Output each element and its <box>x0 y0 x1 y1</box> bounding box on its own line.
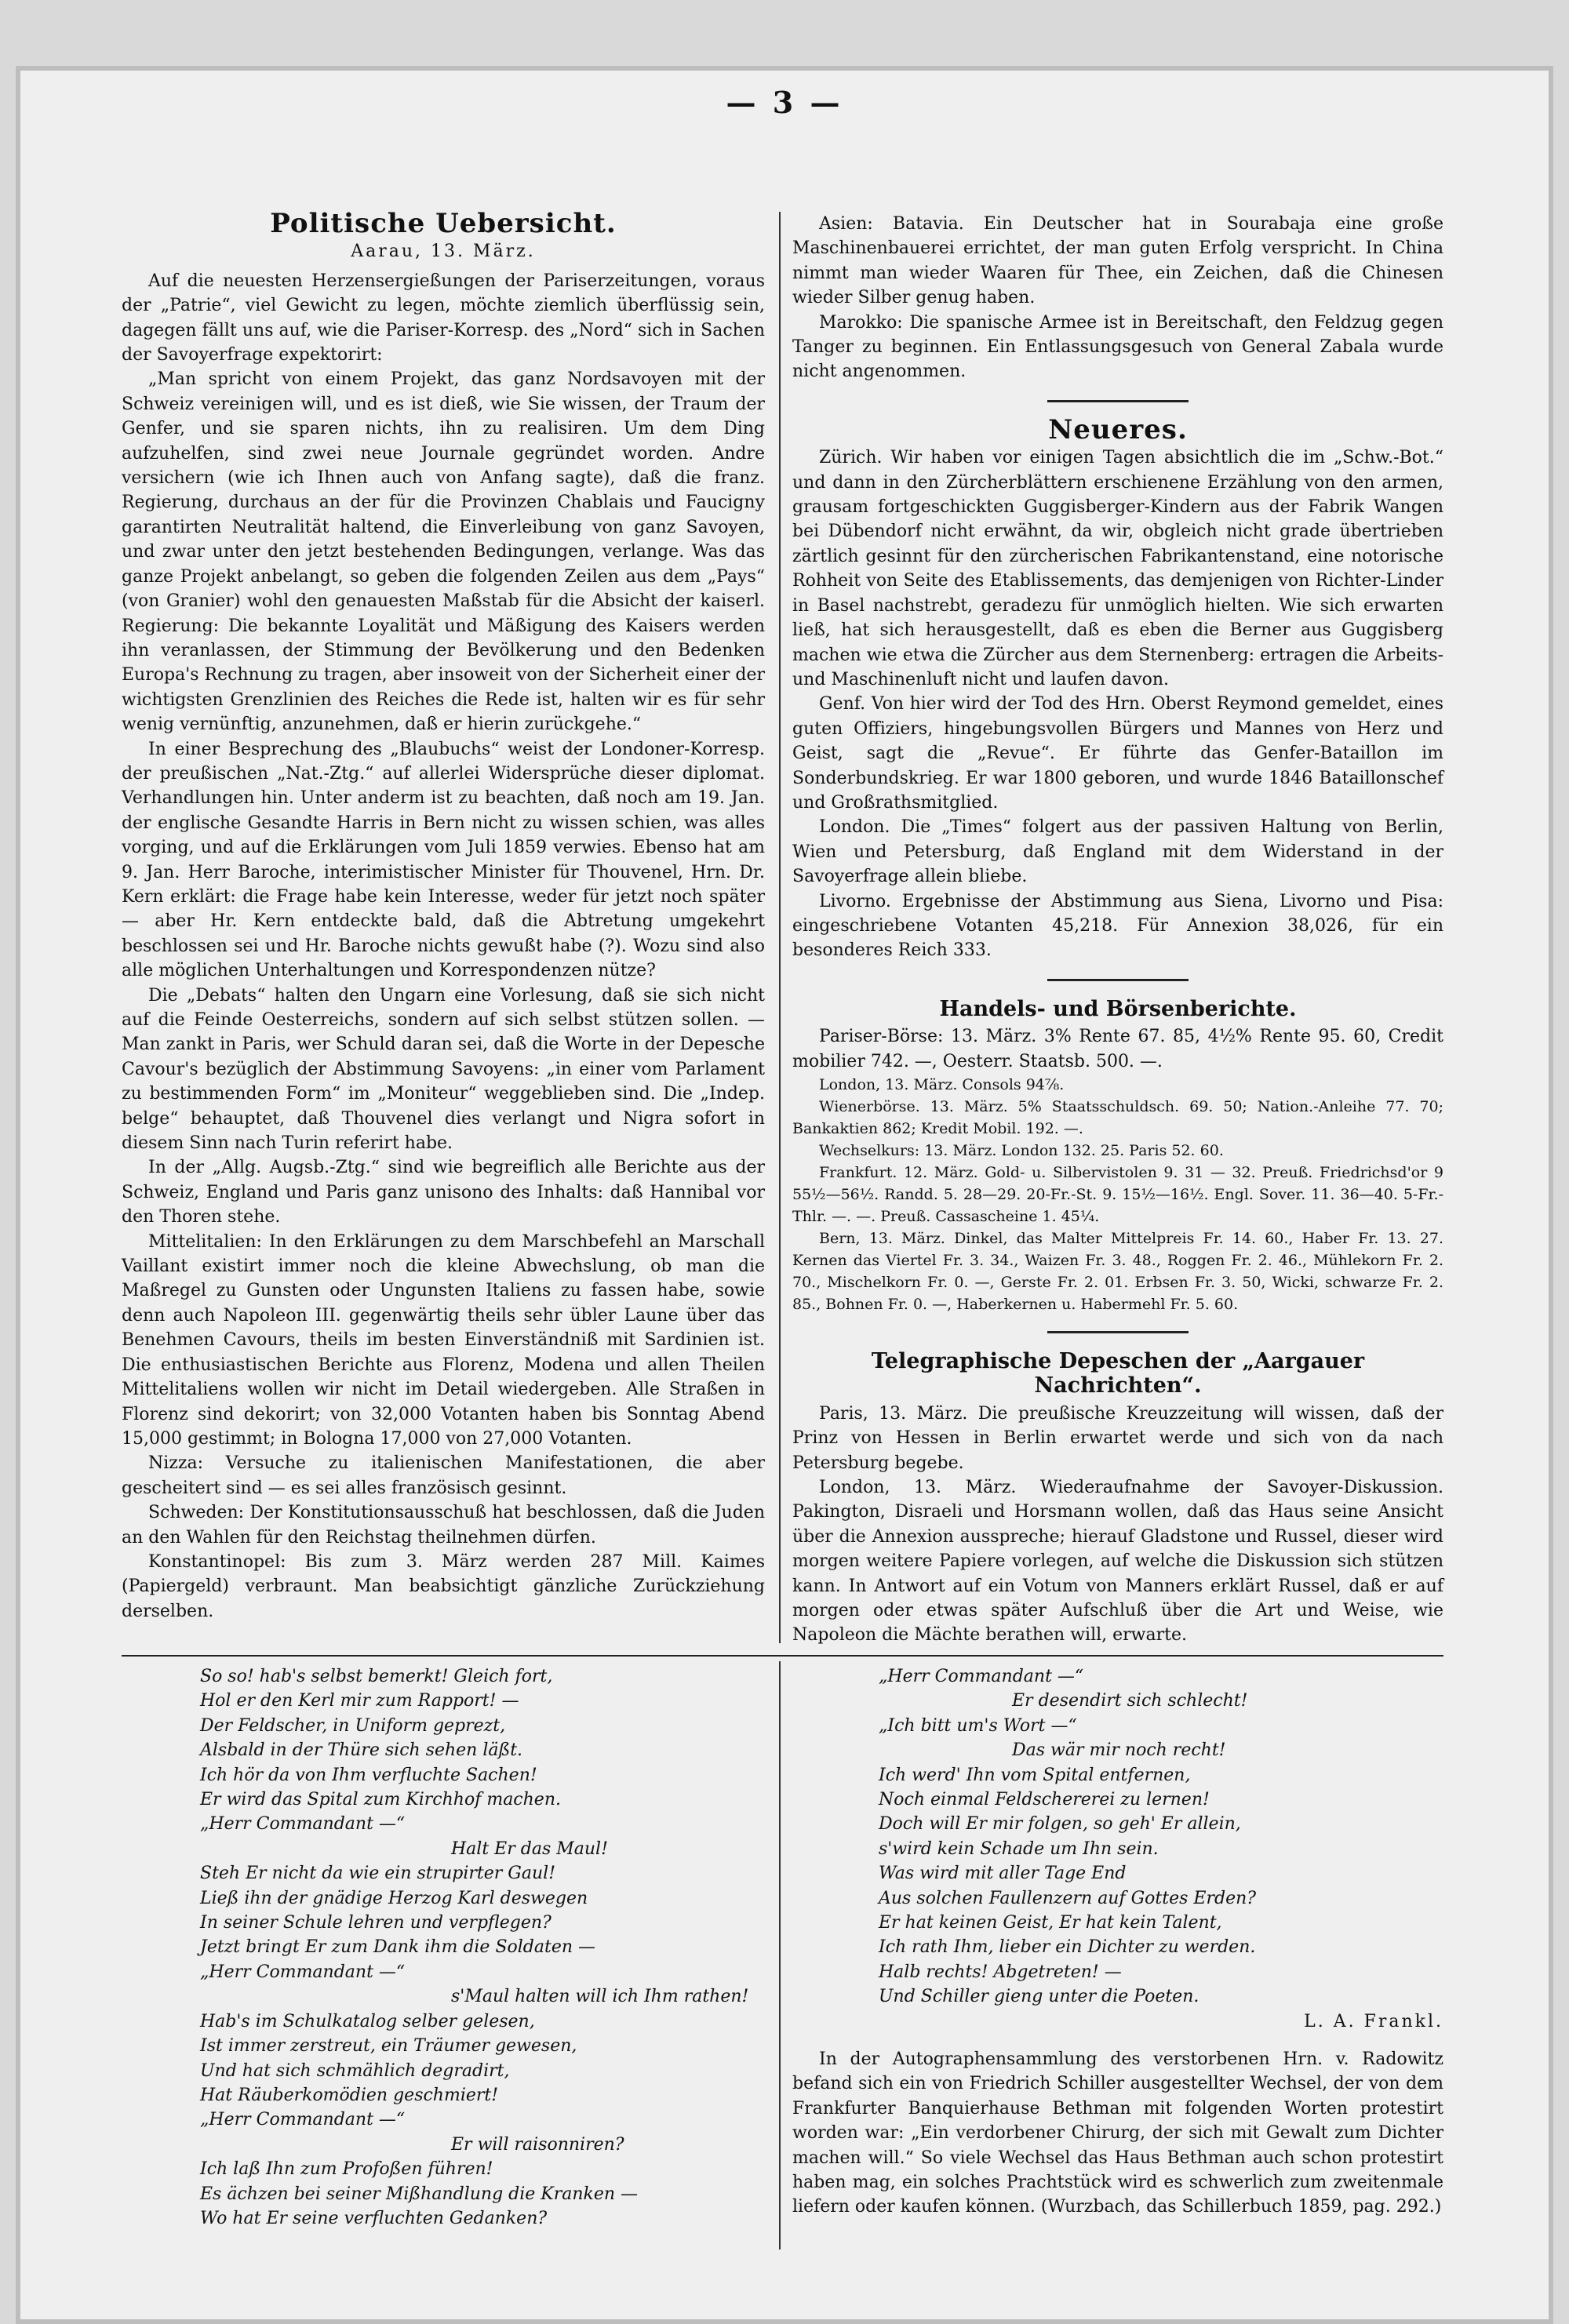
paragraph: „Man spricht von einem Projekt, das ganz Nordsavoyen mit der Schweiz vereinigen will, und es ist dieß, wie Sie wissen, der Traum der Genfer, und sie sparen nichts, ihn zu realisiren. Um dem Ding aufzuhelfen, sind zwei neue Journale gegründet worden. Andre versichern (wie ich Ihnen auch von Anfang sagte), daß die franz. Regierung, durchaus an der für die Provinzen Chablais und Faucigny garantirten Neutralität haltend, die Einverleibung von ganz Savoyen, und zwar unter den jetzt bestehenden Bedingungen, verlange. Was das ganze Projekt anbelangt, so geben die folgenden Zeilen aus dem „Pays“ (von Granier) wohl den genauesten Maßstab für die Absicht der kaiserl. Regierung: Die bekannte Loyalität und Mäßigung des Kaisers werden ihn veranlassen, der Stimmung der Bevölkerung und den Bedenken Europa's Rechnung zu tragen, aber insoweit von der Sicherheit einer der wichtigsten Grenzlinien des Reiches die Rede ist, halten wir es für sehr wenig vernünftig, anzunehmen, daß er hierin zurückgehe.“ <box>122 369 765 735</box>
poem-line: Halt Er das Maul! <box>451 1838 608 1859</box>
poem-line: „Herr Commandant —“ <box>200 2110 406 2130</box>
paragraph: Nizza: Versuche zu italienischen Manifestationen, die aber gescheitert sind — es sei alles französisch gesinnt. <box>122 1453 765 1498</box>
right-column <box>792 212 1443 1648</box>
poem-line: Und Schiller gieng unter die Poeten. <box>879 1987 1200 2007</box>
poem-line: Noch einmal Feldschererei zu lernen! <box>879 1790 1210 1810</box>
paragraph: In der Autographensammlung des verstorbenen Hrn. v. Radowitz befand sich ein von Friedrich Schiller ausgestellter Wechsel, der von dem Frankfurter Banquierhause Bethman mit folgenden Worten protestirt worden war: „Ein verdorbener Chirurg, der sich mit Gewalt zum Dichter machen will.“ So viele Wechsel das Haus Bethman auch schon protestirt haben mag, ein solches Prachtstück wird es schwerlich zum zweitenmale liefern oder kaufen können. (Wurzbach, das Schillerbuch 1859, pag. 292.) <box>792 2049 1443 2217</box>
poem-line: „Ich bitt um's Wort —“ <box>879 1715 1077 1736</box>
section-title-telegraph: Telegraphische Depeschen der „Aargauer Nachrichten“. <box>871 1349 1365 1398</box>
poem-line: Aus solchen Faullenzern auf Gottes Erden? <box>879 1888 1257 1908</box>
poem-line: Halb rechts! Abgetreten! — <box>879 1962 1122 1982</box>
paragraph: Livorno. Ergebnisse der Abstimmung aus Siena, Livorno und Pisa: eingeschriebene Votanten 45,218. Für Annexion 38,026, für ein besonderes Reich 333. <box>792 891 1443 961</box>
paragraph: London, 13. März. Wiederaufnahme der Savoyer-Diskussion. Pakington, Disraeli und Horsmann wollen, daß das Haus seine Ansicht über die Annexion ausspreche; hierauf Gladstone und Russel, dieser wird morgen weitere Papiere vorlegen, auf welche die Diskussion sich stützen kann. In Antwort auf ein Votum von Manners erklärt Russel, daß er auf morgen oder etwas später Aufschluß über die Art und Weise, wie Napoleon die Mächte berathen will, erwarte. <box>792 1478 1443 1646</box>
section-title-boerse: Handels- und Börsenberichte. <box>939 996 1297 1021</box>
poem-line: Er wird das Spital zum Kirchhof machen. <box>200 1790 561 1810</box>
section-title-neueres: Neueres. <box>1048 413 1188 446</box>
section-rule <box>1047 1331 1189 1333</box>
poem-line: Was wird mit aller Tage End <box>879 1864 1127 1884</box>
market-line: Wienerbörse. 13. März. 5% Staatsschuldsch. 69. 50; Nation.-Anleihe 77. 70; Bankaktien 862; Kredit Mobil. 192. —. <box>792 1098 1443 1137</box>
poem-line: Es ächzen bei seiner Mißhandlung die Kranken — <box>200 2184 639 2204</box>
poem-line: So so! hab's selbst bemerkt! Gleich fort, <box>200 1667 553 1686</box>
poem-author: L. A. Frankl. <box>1304 2011 1443 2031</box>
poem-line: Er desendirt sich schlecht! <box>1012 1691 1248 1711</box>
poem-line: Ließ ihn der gnädige Herzog Karl deswegen <box>200 1888 588 1908</box>
poem-line: Alsbald in der Thüre sich sehen läßt. <box>200 1740 523 1761</box>
paragraph: Asien: Batavia. Ein Deutscher hat in Sourabaja eine große Maschinenbauerei errichtet, der man guten Erfolg verspricht. In China nimmt man wieder Waaren für Thee, ein Zeichen, daß die Chinesen wieder Silber genug haben. <box>792 214 1443 308</box>
paragraph: Paris, 13. März. Die preußische Kreuzzeitung will wissen, daß der Prinz von Hessen in Berlin erwartet werde und sich von da nach Petersburg begebe. <box>792 1403 1443 1473</box>
poem-line: „Herr Commandant —“ <box>200 1814 406 1835</box>
market-line: Pariser-Börse: 13. März. 3% Rente 67. 85, 4½% Rente 95. 60, Credit mobilier 742. —, Oesterr. Staatsb. 500. —. <box>792 1027 1443 1071</box>
market-line: London, 13. März. Consols 94⅞. <box>819 1076 1065 1093</box>
poem-line: Jetzt bringt Er zum Dank ihm die Soldaten — <box>200 1937 596 1958</box>
paragraph: Auf die neuesten Herzensergießungen der Pariserzeitungen, voraus der „Patrie“, viel Gewicht zu legen, möchte ziemlich überflüssig sein, dagegen fällt uns auf, wie die Pariser-Korresp. des „Nord“ sich in Sachen der Savoyerfrage expektorirt: <box>122 271 765 366</box>
poem-left <box>200 1664 773 2231</box>
section-rule <box>1047 400 1189 402</box>
poem-line: Hol er den Kerl mir zum Rapport! — <box>200 1691 519 1711</box>
paragraph: In der „Allg. Augsb.-Ztg.“ sind wie begreiflich alle Berichte aus der Schweiz, England und Paris ganz unisono des Inhalts: daß Hannibal vor den Thoren stehe. <box>122 1158 765 1227</box>
left-column <box>122 208 765 1624</box>
poem-line: Hat Räuberkomödien geschmiert! <box>200 2085 499 2105</box>
poem-divider <box>779 1661 781 2249</box>
paragraph: In einer Besprechung des „Blaubuchs“ weist der Londoner-Korresp. der preußischen „Nat.-Ztg.“ auf allerlei Widersprüche dieser diplomat. Verhandlungen hin. Unter anderm ist zu beachten, daß noch am 19. Jan. der englische Gesandte Harris in Bern nicht zu wissen schien, was alles vorging, und auf die Erklärungen vom Juli 1859 verwies. Ebenso hat am 9. Jan. Herr Baroche, interimistischer Minister für Thouvenel, Hrn. Dr. Kern erklärt: die Frage habe kein Interesse, weder für jetzt noch später — aber Hr. Kern entdeckte bald, daß die Abtretung umgekehrt beschlossen sei und Hr. Baroche nichts gewußt habe (?). Wozu sind also alle möglichen Unterhaltungen und Korrespondenzen nütze? <box>122 739 765 981</box>
paragraph: Die „Debats“ halten den Ungarn eine Vorlesung, daß sie sich nicht auf die Feinde Oesterreichs, sondern auf sich selbst stützen sollen. — Man zankt in Paris, wer Schuld daran sei, daß die Worte in der Depesche Cavour's bezüglich der Abstimmung Savoyens: „in einer vom Parlament zu bestimmenden Form“ im „Moniteur“ weggeblieben sind. Die „Indep. belge“ behauptet, daß Thouvenel dies verlangt und Nigra sofort in diesem Sinn nach Turin referirt habe. <box>122 985 765 1154</box>
paragraph: Schweden: Der Konstitutionsausschuß hat beschlossen, daß die Juden an den Wahlen für den Reichstag theilnehmen dürfen. <box>122 1503 765 1548</box>
poem-line: Wo hat Er seine verfluchten Gedanken? <box>200 2208 548 2228</box>
poem-right <box>879 1664 1443 2034</box>
dateline: Aarau, 13. März. <box>351 242 536 262</box>
page-number: — 3 — <box>726 85 843 120</box>
poem-line: Ich werd' Ihn vom Spital entfernen, <box>879 1765 1191 1785</box>
poem-line: Und hat sich schmählich degradirt, <box>200 2060 510 2081</box>
poem-line: Doch will Er mir folgen, so geh' Er allein, <box>879 1814 1241 1835</box>
poem-line: Ich hör da von Ihm verfluchte Sachen! <box>200 1765 537 1785</box>
poem-line: Hab's im Schulkatalog selber gelesen, <box>200 2011 535 2031</box>
poem-line: Steh Er nicht da wie ein strupirter Gaul! <box>200 1864 556 1884</box>
paragraph: Konstantinopel: Bis zum 3. März werden 287 Mill. Kaimes (Papiergeld) verbraunt. Man beabsichtigt gänzliche Zurückziehung derselben. <box>122 1551 765 1621</box>
poem-line: Ich rath Ihm, lieber ein Dichter zu werden. <box>879 1937 1256 1958</box>
section-rule <box>1047 979 1189 981</box>
market-line: Wechselkurs: 13. März. London 132. 25. Paris 52. 60. <box>819 1142 1224 1159</box>
poem-line: „Herr Commandant —“ <box>200 1962 406 1982</box>
poem-line: Ich laß Ihn zum Profoßen führen! <box>200 2159 493 2180</box>
poem-line: s'Maul halten will ich Ihm rathen! <box>451 1987 749 2007</box>
market-line: Bern, 13. März. Dinkel, das Malter Mittelpreis Fr. 14. 60., Haber Fr. 13. 27. Kernen das Viertel Fr. 3. 34., Waizen Fr. 3. 48., Roggen Fr. 2. 46., Mühlekorn Fr. 2. 70., Mischelkorn Fr. 0. —, Gerste Fr. 2. 01. Erbsen Fr. 3. 50, Wicki, schwarze Fr. 2. 85., Bohnen Fr. 0. —, Haberkernen u. Habermehl Fr. 5. 60. <box>792 1230 1443 1313</box>
section-title-politics: Politische Uebersicht. <box>270 208 617 239</box>
poem-line: In seiner Schule lehren und verpflegen? <box>200 1913 552 1933</box>
paragraph: Marokko: Die spanische Armee ist in Bereitschaft, den Feldzug gegen Tanger zu beginnen. Ein Entlassungsgesuch von General Zabala wurde nicht angenommen. <box>792 312 1443 382</box>
paragraph: Genf. Von hier wird der Tod des Hrn. Oberst Reymond gemeldet, eines guten Offiziers, hingebungsvollen Bürgers und Mannes von Herz und Geist, sagt die „Revue“. Er führte das Genfer-Bataillon im Sonderbundskrieg. Er war 1800 geboren, und wurde 1846 Bataillonschef und Großrathsmitglied. <box>792 694 1443 813</box>
paragraph: Mittelitalien: In den Erklärungen zu dem Marschbefehl an Marschall Vaillant existirt immer noch die kleine Abwechslung, ob man die Maßregel zu Gunsten oder Ungunsten Italiens zu fassen habe, sowie denn auch Napoleon III. gegenwärtig theils sehr übler Laune über das Benehmen Cavours, theils im besten Einverständniß mit Sardinien ist. Die enthusiastischen Berichte aus Florenz, Modena und allen Theilen Mittelitaliens wollen wir nicht im Detail wiedergeben. Alle Straßen in Florenz sind dekorirt; von 32,000 Votanten haben bis Sonntag Abend 15,000 gestimmt; in Bologna 17,000 von 27,000 Votanten. <box>122 1231 765 1449</box>
market-line: Frankfurt. 12. März. Gold- u. Silbervistolen 9. 31 — 32. Preuß. Friedrichsd'or 9 55½—56½. Randd. 5. 28—29. 20-Fr.-St. 9. 15½—16½. Engl. Sover. 11. 36—40. 5-Fr.-Thlr. —. —. Preuß. Cassascheine 1. 45¼. <box>792 1164 1443 1225</box>
poem-line: Er hat keinen Geist, Er hat kein Talent, <box>879 1913 1222 1933</box>
paragraph: London. Die „Times“ folgert aus der passiven Haltung von Berlin, Wien und Petersburg, daß England mit dem Widerstand in der Savoyerfrage allein bliebe. <box>792 817 1443 887</box>
poem-line: Ist immer zerstreut, ein Träumer gewesen, <box>200 2036 577 2057</box>
column-divider <box>779 212 781 1643</box>
paragraph: Zürich. Wir haben vor einigen Tagen absichtlich die im „Schw.-Bot.“ und dann in den Zürcherblättern erschienene Erzählung von den armen, grausam fortgeschickten Guggisberger-Kindern aus der Fabrik Wangen bei Dübendorf nicht erwähnt, da wir, obgleich nicht grade übertrieben zärtlich gesinnt für den zürcherischen Fabrikantenstand, eine notorische Rohheit von Seite des Etablissements, das demjenigen von Richter-Linder in Basel nachstrebt, geradezu für unmöglich hielten. Wie sich erwarten ließ, hat sich herausgestellt, daß es eben die Berner aus Guggisberg machen wie etwa die Zürcher aus dem Sternenberg: ertragen die Arbeits- und Maschinenluft nicht und laufen davon. <box>792 448 1443 689</box>
poem-line: Der Feldscher, in Uniform geprezt, <box>200 1715 506 1736</box>
feuilleton-divider <box>122 1655 1443 1657</box>
poem-line: „Herr Commandant —“ <box>879 1667 1084 1686</box>
schiller-anecdote <box>792 2047 1443 2220</box>
poem-line: Er will raisonniren? <box>451 2134 624 2155</box>
poem-line: Das wär mir noch recht! <box>1012 1740 1226 1761</box>
poem-line: s'wird kein Schade um Ihn sein. <box>879 1838 1159 1859</box>
